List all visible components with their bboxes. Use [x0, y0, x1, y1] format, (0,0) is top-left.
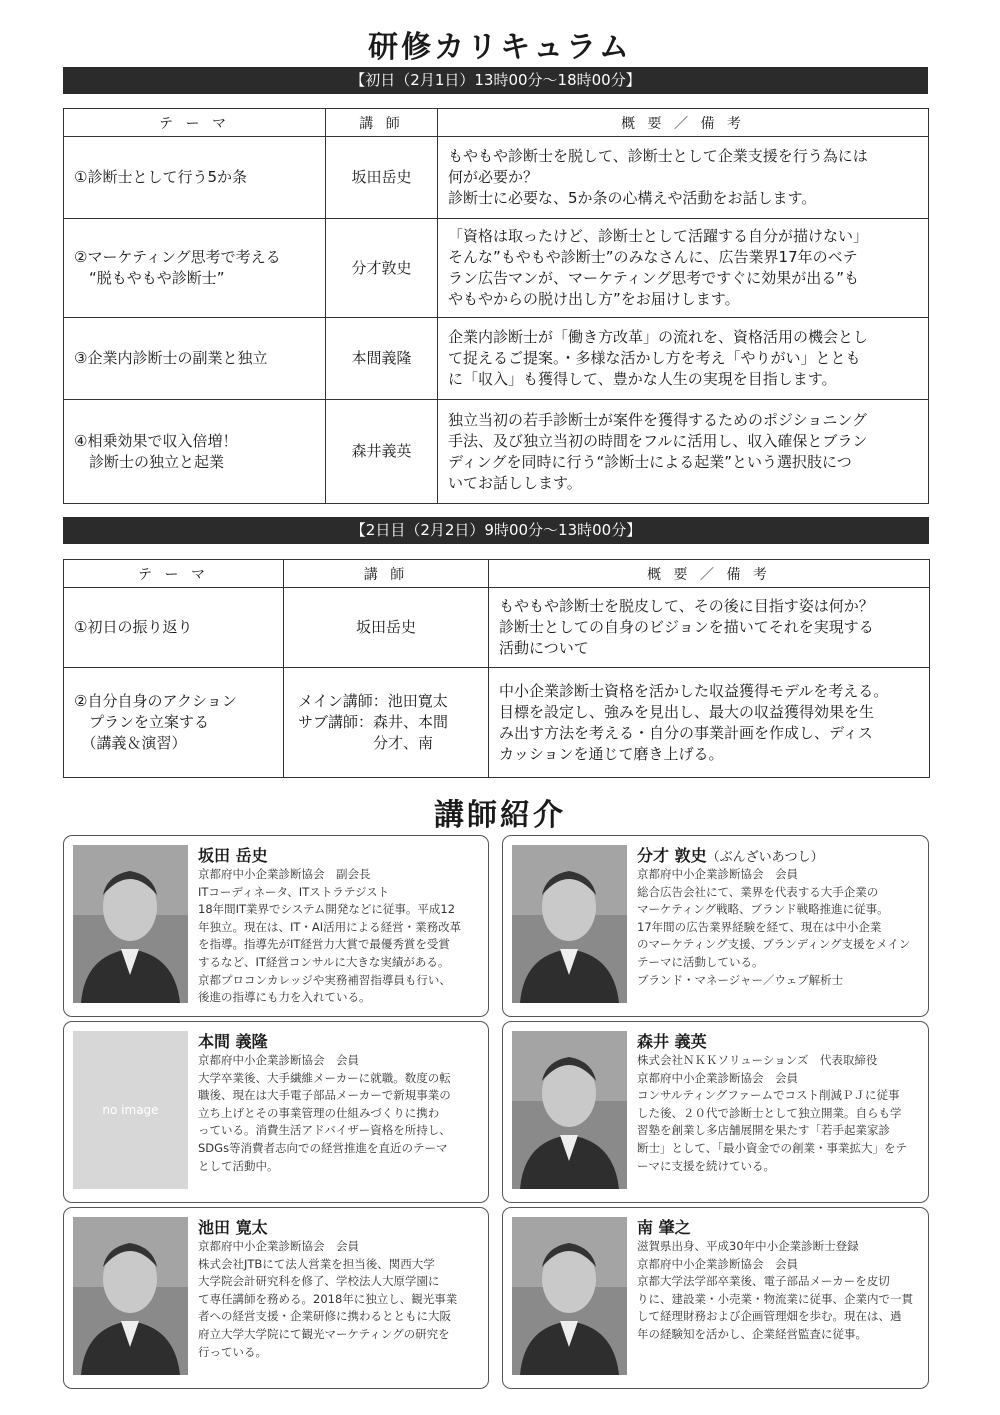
profile-line: りに、建設業・小売業・物流業に従事、企業内で一貫: [637, 1291, 913, 1306]
profile-line: 後進の指導にも力を入れている。: [198, 990, 371, 1005]
lecturer-name-text: 本間 義隆: [198, 1032, 268, 1051]
lecturer-name-text: 池田 寛太: [198, 1218, 268, 1237]
avatar-minami-photo: [512, 1217, 627, 1375]
lecturer-name: [637, 1215, 691, 1238]
profile-line: して経理財務および企画管理畑を歩む。現在は、過: [637, 1309, 902, 1324]
theme-cell: [64, 137, 326, 219]
cell-line: 診断士に必要な、5か条の心構えや活動をお話します。: [448, 189, 817, 207]
cell-line: み出す方法を考える・自分の事業計画を作成し、ディス: [499, 723, 873, 742]
theme-cell: [64, 668, 284, 778]
lecturer-name-text: 分才 敦史: [637, 846, 707, 865]
lecturer-card: [63, 1021, 489, 1203]
avatar-sakata-photo: [73, 845, 188, 1003]
lecturer-cell: [326, 219, 438, 318]
cell-line: 本間義隆: [351, 349, 412, 367]
cell-line: 「資格は取ったけど、診断士として活躍する自分が描けない」: [448, 227, 869, 245]
cell-line: 森井義英: [351, 442, 412, 460]
lecturers-title: 講師紹介: [434, 798, 566, 833]
header-theme: テ ー マ: [64, 560, 284, 588]
cell-line: ①診断士として行う5か条: [74, 168, 247, 186]
lecturer-profile: [637, 1238, 927, 1344]
cell-line: カッションを通じて磨き上げる。: [499, 744, 724, 763]
profile-line: 年独立。現在は、IT・AI活用による経営・業務改革: [198, 919, 462, 934]
profile-line: テーマに活動している。: [637, 954, 764, 969]
cell-line: 中小企業診断士資格を活かした収益獲得モデルを考える。: [499, 681, 889, 700]
lecturer-profile: [637, 866, 927, 989]
lecturer-cell: [326, 137, 438, 219]
table-header-row: [64, 560, 930, 588]
lecturer-cell: [284, 588, 489, 668]
profile-line: するなど、IT経営コンサルに大きな実績がある。: [198, 954, 450, 969]
lecturer-name: [198, 1029, 268, 1052]
profile-line: 総合広告会社にて、業界を代表する大手企業の: [637, 884, 879, 899]
header-summary: 概 要 ／ 備 考: [489, 560, 930, 588]
profile-line: 年の経験知を活かし、企業経営監査に従事。: [637, 1326, 867, 1341]
profile-line: 京都府中小企業診断協会 会員: [198, 1053, 359, 1067]
day2-header: 【2日目（2月2日）9時00分～13時00分】: [63, 517, 929, 544]
lecturer-profile: [637, 1052, 927, 1175]
cell-line: もやもや診断士を脱皮して、その後に目指す姿は何か？: [499, 597, 874, 615]
no-image-label: no image: [102, 1103, 159, 1117]
profile-line: て専任講師を務める。2018年に独立し、観光事業: [198, 1291, 458, 1306]
header-lecturer: 講 師: [326, 109, 438, 137]
cell-line: 何が必要か？: [448, 168, 539, 186]
cell-line: 診断士の独立と起業: [74, 452, 225, 471]
summary-cell: [438, 219, 929, 318]
cell-line: ②自分自身のアクション: [74, 692, 237, 710]
cell-line: 手法、及び独立当初の時間をフルに活用し、収入確保とブラン: [448, 431, 868, 450]
table-row: [64, 400, 929, 504]
lecturer-name: [637, 1029, 707, 1052]
profile-line: 者への経営支援・企業研修に携わるとともに大阪: [198, 1309, 451, 1324]
cell-line: メイン講師：池田寛太: [298, 692, 448, 710]
lecturer-card: [502, 1021, 929, 1203]
summary-cell: [438, 137, 929, 219]
summary-cell: [489, 588, 930, 668]
profile-line: ーマに支援を続けている。: [637, 1158, 775, 1173]
lecturer-name-text: 坂田 岳史: [198, 846, 268, 865]
profile-line: した後、２０代で診断士として独立開業。自らも学: [637, 1105, 902, 1120]
table-row: [64, 137, 929, 219]
profile-line: 京都プロコンカレッジや実務補習指導員も行い、: [198, 972, 451, 987]
no-image-placeholder: [73, 1031, 188, 1189]
lecturer-cell: [326, 318, 438, 400]
summary-cell: [438, 400, 929, 504]
cell-line: いてお話しします。: [448, 473, 582, 492]
cell-line: 坂田岳史: [351, 168, 412, 186]
cell-line: 坂田岳史: [355, 618, 416, 636]
table-row: [64, 588, 930, 668]
day1-header: 【初日（2月1日）13時00分～18時00分】: [63, 67, 928, 94]
lecturer-card: [63, 1207, 489, 1389]
cell-line: やもやからの脱け出し方”をお届けします。: [448, 290, 740, 308]
theme-cell: [64, 318, 326, 400]
profile-line: のマーケティング支援、ブランディング支援をメイン: [637, 937, 911, 952]
profile-line: 滋賀県出身、平成30年中小企業診断士登録: [637, 1239, 859, 1253]
lecturer-card: [502, 835, 929, 1017]
lecturer-profile: [198, 1052, 488, 1175]
profile-line: 京都府中小企業診断協会 会員: [637, 1256, 798, 1271]
lecturer-name: [637, 843, 824, 866]
theme-cell: [64, 219, 326, 318]
cell-line: ②マーケティング思考で考える: [74, 248, 281, 266]
profile-line: 府立大学大学院にて観光マーケティングの研究を: [198, 1326, 450, 1341]
cell-line: ディングを同時に行う“診断士による起業”という選択肢につ: [448, 452, 852, 471]
profile-line: 京都府中小企業診断協会 会員: [637, 867, 798, 881]
lecturer-card: [502, 1207, 929, 1389]
profile-line: マーケティング戦略、ブランド戦略推進に従事。: [637, 902, 889, 917]
cell-line: もやもや診断士を脱して、診断士として企業支援を行う為には: [448, 147, 868, 165]
lecturer-name-reading: （ぶんざいあつし）: [706, 850, 824, 865]
cell-line: に「収入」も獲得して、豊かな人生の実現を目指します。: [448, 370, 837, 388]
cell-line: 分才敦史: [351, 258, 412, 277]
profile-line: を指導。指導先がIT経営力大賞で最優秀賞を受賞: [198, 937, 450, 952]
lecturer-profile: [198, 1238, 488, 1361]
cell-line: 活動について: [499, 639, 589, 657]
profile-line: 京都府中小企業診断協会 会員: [198, 1239, 359, 1253]
profile-line: 株式会社JTBにて法人営業を担当後、関西大学: [198, 1256, 435, 1271]
profile-line: 断士」として、「最小資金での創業・事業拡大」をテ: [637, 1140, 908, 1155]
lecturer-name: [198, 843, 268, 866]
cell-line: 分才、南: [298, 734, 434, 752]
summary-cell: [438, 318, 929, 400]
profile-line: SDGs等消費者志向での経営推進を直近のテーマ: [198, 1140, 448, 1155]
cell-line: 目標を設定し、強みを見出し、最大の収益獲得効果を生: [499, 702, 875, 721]
header-summary: 概 要 ／ 備 考: [438, 109, 929, 137]
profile-line: 17年間の広告業界経験を経て、現在は中小企業: [637, 919, 882, 934]
avatar-morii-photo: [512, 1031, 627, 1189]
table-row: [64, 668, 930, 778]
table-row: [64, 318, 929, 400]
profile-line: 京都府中小企業診断協会 副会長: [198, 867, 371, 881]
curriculum-title: 研修カリキュラム: [368, 30, 632, 65]
profile-line: っている。消費生活アドバイザー資格を所持し、: [198, 1123, 451, 1138]
avatar-bunzai-photo: [512, 845, 627, 1003]
cell-line: ラン広告マンが、マーケティング思考ですぐに効果が出る”も: [448, 269, 859, 287]
cell-line: プランを立案する: [74, 713, 210, 731]
cell-line: “脱もやもや診断士”: [74, 269, 225, 287]
lecturer-name: [198, 1215, 268, 1238]
lecturer-cell: [326, 400, 438, 504]
summary-cell: [489, 668, 930, 778]
profile-line: ITコーディネータ、ITストラテジスト: [198, 884, 390, 899]
profile-line: 職後、現在は大手電子部品メーカーで新規事業の: [198, 1088, 451, 1103]
cell-line: て捉えるご提案。・多様な活かし方を考え「やりがい」ととも: [448, 349, 861, 367]
lecturer-profile: [198, 866, 488, 1007]
theme-cell: [64, 400, 326, 504]
cell-line: そんな”もやもや診断士”のみなさんに、広告業界17年のベテ: [448, 248, 858, 266]
table-row: [64, 219, 929, 318]
profile-line: 18年間IT業界でシステム開発などに従事。平成12: [198, 902, 456, 917]
avatar-ikeda-photo: [73, 1217, 188, 1375]
cell-line: サブ講師：森井、本間: [298, 713, 449, 731]
cell-line: 企業内診断士が「働き方改革」の流れを、資格活用の機会とし: [448, 328, 869, 346]
profile-line: コンサルティングファームでコスト削減ＰＪに従事: [637, 1088, 900, 1103]
profile-line: 大学卒業後、大手繊維メーカーに就職。数度の転: [198, 1070, 451, 1085]
profile-line: 株式会社ＮＫＫソリューションズ 代表取締役: [637, 1053, 878, 1067]
profile-line: ブランド・マネージャー／ウェブ解析士: [637, 972, 844, 987]
profile-line: 京都府中小企業診断協会 会員: [637, 1070, 798, 1085]
cell-line: 独立当初の若手診断士が案件を獲得するためのポジショニング: [448, 410, 868, 429]
profile-line: 京都大学法学部卒業後、電子部品メーカーを皮切: [637, 1274, 890, 1289]
profile-line: 立ち上げとその事業管理の仕組みづくりに携わ: [198, 1105, 440, 1120]
header-theme: テ ー マ: [64, 109, 326, 137]
day2-table: [63, 559, 930, 778]
cell-line: ①初日の振り返り: [74, 618, 193, 636]
lecturer-name-text: 森井 義英: [637, 1032, 707, 1051]
profile-line: 習塾を創業し多店舗展開を果たす「若手起業家診: [637, 1123, 890, 1138]
cell-line: （講義＆演習）: [74, 734, 187, 752]
profile-line: 行っている。: [198, 1344, 267, 1359]
header-lecturer: 講 師: [284, 560, 489, 588]
theme-cell: [64, 588, 284, 668]
lecturer-card: [63, 835, 489, 1017]
day1-table: [63, 108, 929, 504]
profile-line: 大学院会計研究科を修了、学校法人大原学園に: [198, 1274, 440, 1289]
table-header-row: [64, 109, 929, 137]
profile-line: として活動中。: [198, 1158, 279, 1173]
lecturer-cell: [284, 668, 489, 778]
cell-line: ③企業内診断士の副業と独立: [74, 349, 268, 367]
lecturer-name-text: 南 肇之: [637, 1218, 691, 1237]
cell-line: 診断士としての自身のビジョンを描いてそれを実現する: [499, 618, 874, 636]
cell-line: ④相乗効果で収入倍増！: [74, 431, 238, 450]
